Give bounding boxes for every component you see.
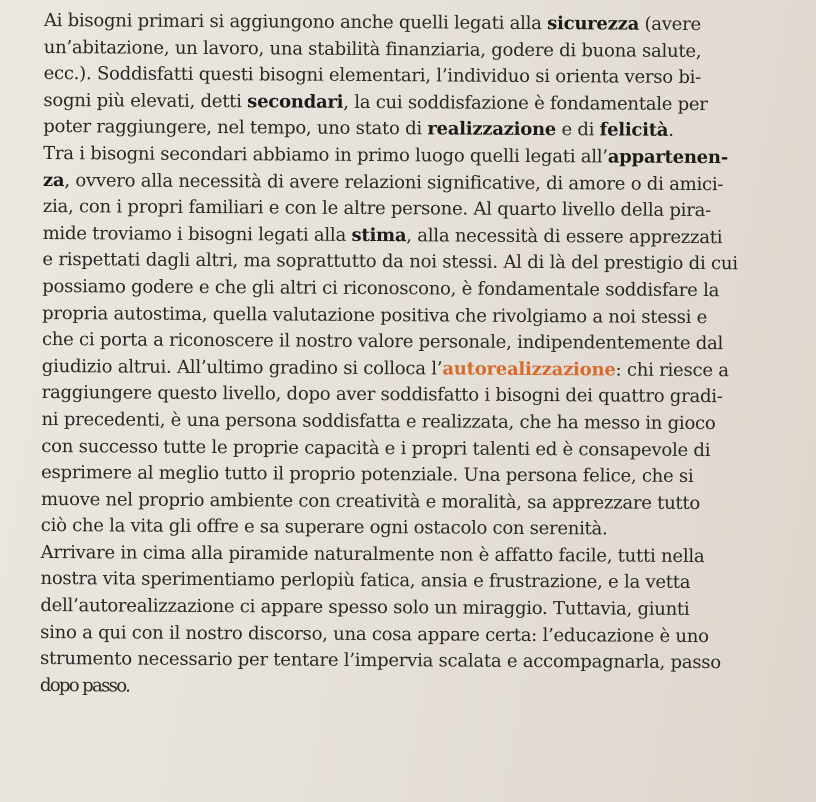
text-run: , ovvero alla necessità di avere relazioni significative, di amore o di amici- bbox=[64, 169, 724, 195]
text-run: giudizio altrui. All’ultimo gradino si colloca l’ bbox=[41, 355, 443, 380]
text-run: con successo tutte le proprie capacità e i propri talenti ed è consapevole di bbox=[41, 435, 711, 461]
text-run: zia, con i propri familiari e con le altre persone. Al quarto livello della pira- bbox=[42, 196, 712, 222]
text-run: esprimere al meglio tutto il proprio potenziale. Una persona felice, che si bbox=[41, 462, 694, 488]
text-run: muove nel proprio ambiente con creatività e moralità, sa apprezzare tutto bbox=[40, 488, 701, 514]
text-run: dopo passo. bbox=[39, 674, 130, 697]
text-run: che ci porta a riconoscere il nostro valore personale, indipendentemente dal bbox=[41, 329, 724, 355]
text-run: Tra i bisogni secondari abbiamo in primo luogo quelli legati all’ bbox=[43, 142, 608, 168]
text-run: raggiungere questo livello, dopo aver soddisfatto i bisogni dei quattro gradi- bbox=[41, 382, 723, 408]
text-run: e di bbox=[555, 119, 600, 141]
bold-term: sicurezza bbox=[547, 13, 640, 35]
text-line bbox=[41, 407, 781, 438]
bold-term: appartenen- bbox=[607, 146, 729, 169]
text-run: possiamo godere e che gli altri ci riconoscono, è fondamentale soddisfare la bbox=[42, 275, 720, 302]
text-run: Ai bisogni primari si aggiungono anche quelli legati alla bbox=[43, 9, 548, 35]
text-run: nostra vita sperimentiamo perlopiù fatica, ansia e frustrazione, e la vetta bbox=[40, 568, 691, 594]
text-run: strumento necessario per tentare l’impervia scalata e accompagnarla, passo bbox=[39, 648, 721, 674]
text-line bbox=[43, 194, 783, 225]
body-text bbox=[40, 8, 784, 704]
text-run: , alla necessità di essere apprezzati bbox=[406, 224, 723, 248]
text-run: propria autostima, quella valutazione positiva che rivolgiamo a noi stessi e bbox=[42, 302, 708, 328]
text-run: (avere bbox=[638, 13, 701, 36]
text-line bbox=[42, 274, 782, 305]
text-run: mide troviamo i bisogni legati alla bbox=[42, 222, 352, 246]
bold-term: secondari bbox=[247, 91, 344, 113]
text-run: : chi riesce a bbox=[615, 359, 729, 381]
text-line bbox=[40, 593, 780, 624]
text-line bbox=[41, 460, 781, 491]
text-run: , la cui soddisfazione è fondamentale per bbox=[343, 91, 708, 115]
bold-term: stima bbox=[351, 224, 407, 246]
text-run: Arrivare in cima alla piramide naturalmente non è affatto facile, tutti nella bbox=[40, 541, 705, 567]
highlighted-term: autorealizzazione bbox=[442, 358, 616, 381]
text-line bbox=[40, 673, 780, 704]
text-run: un’abitazione, un lavoro, una stabilità finanziaria, godere di buona salute, bbox=[43, 36, 702, 62]
text-run: e rispettati dagli altri, ma soprattutto da noi stessi. Al di là del prestigio di cui bbox=[42, 249, 738, 275]
text-run: sino a qui con il nostro discorso, una cosa appare certa: l’educazione è uno bbox=[40, 621, 709, 647]
text-run: ciò che la vita gli offre e sa superare ogni ostacolo con serenità. bbox=[40, 515, 608, 540]
bold-term: felicità bbox=[599, 119, 669, 142]
text-run: dell’autorealizzazione ci appare spesso solo un miraggio. Tuttavia, giunti bbox=[40, 595, 690, 621]
text-run: ni precedenti, è una persona soddisfatta e realizzata, che ha messo in gioco bbox=[41, 408, 716, 435]
bold-term: za bbox=[42, 169, 65, 191]
text-run: sogni più elevati, detti bbox=[43, 89, 248, 113]
text-line bbox=[44, 61, 784, 92]
text-line bbox=[40, 646, 780, 677]
text-line bbox=[43, 141, 783, 172]
text-run: ecc.). Soddisfatti questi bisogni elementari, l’individuo si orienta verso bi- bbox=[43, 63, 702, 89]
bold-term: realizzazione bbox=[427, 118, 557, 141]
text-run: . bbox=[668, 120, 674, 142]
text-line bbox=[42, 327, 782, 358]
text-run: poter raggiungere, nel tempo, uno stato di bbox=[43, 116, 428, 140]
text-line bbox=[44, 8, 784, 39]
